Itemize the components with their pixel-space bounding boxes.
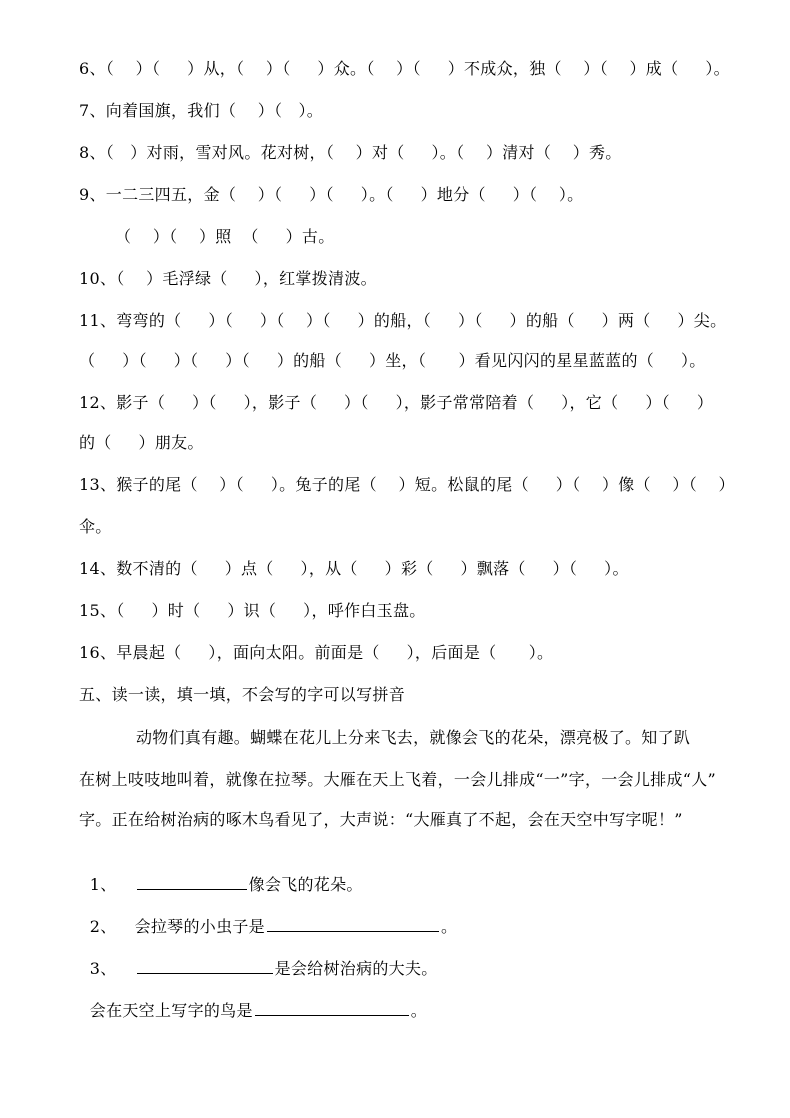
question-11: 11、弯弯的（ ）（ ）（ ）（ ）的船，（ ）（ ）的船（ ）两（ ）尖。 (79, 311, 727, 330)
question-16: 16、早晨起（ ），面向太阳。前面是（ ），后面是（ ）。 (79, 643, 554, 662)
fill-item-2-blank[interactable] (267, 915, 439, 932)
question-8: 8、（ ）对雨，雪对风。花对树，（ ）对（ ）。（ ）清对（ ）秀。 (79, 143, 622, 162)
reading-paragraph-line-1: 动物们真有趣。蝴蝶在花儿上分来飞去，就像会飞的花朵，漂亮极了。知了趴 (136, 728, 691, 747)
fill-item-2 (79, 893, 770, 938)
fill-item-1-blank[interactable] (137, 873, 247, 890)
fill-item-4-end: 。 (410, 1001, 428, 1020)
question-13-continued: 伞。 (79, 517, 112, 536)
fill-item-2-number: 2、 (89, 917, 117, 936)
section-5-heading: 五、读一读，填一填，不会写的字可以写拼音 (79, 685, 406, 704)
fill-item-4-blank[interactable] (255, 999, 409, 1016)
question-12: 12、影子（ ）（ ），影子（ ）（ ），影子常常陪着（ ），它（ ）（ ） (79, 393, 714, 412)
question-14: 14、数不清的（ ）点（ ），从（ ）彩（ ）飘落（ ）（ ）。 (79, 559, 629, 578)
fill-item-3 (79, 935, 770, 980)
question-10: 10、（ ）毛浮绿（ ），红掌拨清波。 (79, 269, 377, 288)
fill-item-4-text: 会在天空上写字的鸟是 (89, 1001, 253, 1020)
fill-item-3-blank[interactable] (137, 957, 273, 974)
fill-item-1 (79, 851, 770, 896)
reading-paragraph-line-2: 在树上吱吱地叫着，就像在拉琴。大雁在天上飞着，一会儿排成“一”字，一会儿排成“人” (79, 770, 717, 789)
fill-item-4 (79, 977, 770, 1022)
fill-item-2-end: 。 (440, 917, 458, 936)
fill-item-3-text: 是会给树治病的大夫。 (274, 959, 438, 978)
question-7: 7、向着国旗，我们（ ）（ ）。 (79, 101, 324, 120)
question-9-continued: （ ）（ ）照 （ ）古。 (115, 227, 335, 246)
reading-paragraph-line-3: 字。正在给树治病的啄木鸟看见了，大声说：“大雁真了不起，会在天空中写字呢！” (79, 810, 683, 829)
question-12-continued: 的（ ）朋友。 (79, 433, 204, 452)
question-9: 9、一二三四五，金（ ）（ ）（ ）。（ ）地分（ ）（ ）。 (79, 185, 584, 204)
fill-item-3-number: 3、 (89, 959, 117, 978)
question-15: 15、（ ）时（ ）识（ ），呼作白玉盘。 (79, 601, 426, 620)
question-6: 6、（ ）（ ）从，（ ）（ ）众。（ ）（ ）不成众，独（ ）（ ）成（ ）。 (79, 59, 730, 78)
question-11-continued: （ ）（ ）（ ）（ ）的船（ ）坐，（ ）看见闪闪的星星蓝蓝的（ ）。 (79, 351, 706, 370)
fill-item-2-text: 会拉琴的小虫子是 (134, 917, 265, 936)
fill-item-1-text: 像会飞的花朵。 (248, 875, 363, 894)
question-13: 13、猴子的尾（ ）（ ）。兔子的尾（ ）短。松鼠的尾（ ）（ ）像（ ）（ ） (79, 475, 735, 494)
fill-item-1-number: 1、 (89, 875, 117, 894)
